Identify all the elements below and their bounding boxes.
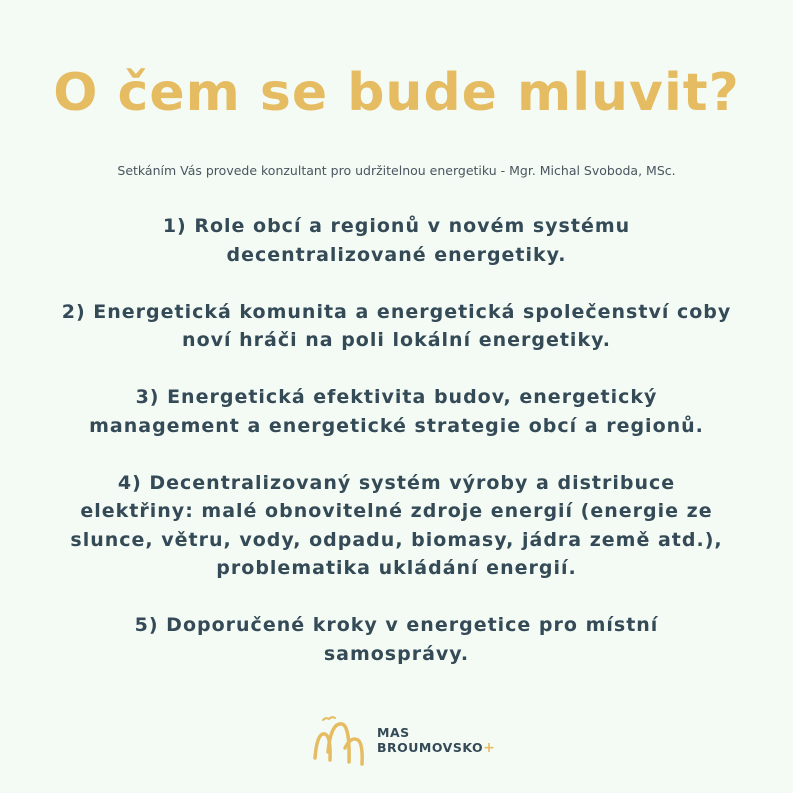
logo-text xyxy=(377,725,495,756)
topic-item-5: 5) Doporučené kroky v energetice pro místní samosprávy. xyxy=(134,614,659,665)
logo-line-broumovsko-word: BROUMOVSKO xyxy=(377,740,484,755)
logo-line-broumovsko xyxy=(377,740,495,756)
topic-item-4: 4) Decentralizovaný systém výroby a distribuce elektřiny: malé obnovitelné zdroje energií (energie ze slunce, větru, vody, odpadu, biomasy, jádra země atd.), problematika ukládání energií. xyxy=(70,471,723,579)
subtitle: Setkáním Vás provede konzultant pro udržitelnou energetiku - Mgr. Michal Svoboda, MSc. xyxy=(117,163,676,178)
logo-line-mas: MAS xyxy=(377,725,410,740)
logo-plus: + xyxy=(483,740,496,756)
topic-item-2: 2) Energetická komunita a energetická společenství coby noví hráči na poli lokální energetiky. xyxy=(61,300,732,351)
topic-item-3: 3) Energetická efektivita budov, energetický management a energetické strategie obcí a regionů. xyxy=(89,386,704,437)
mas-broumovsko-logo xyxy=(309,708,509,768)
topic-list xyxy=(60,212,733,697)
topic-item-1: 1) Role obcí a regionů v novém systému decentralizované energetiky. xyxy=(162,215,631,266)
page-title: O čem se bude mluvit? xyxy=(53,63,740,123)
mountain-bird-logo-icon xyxy=(309,708,369,768)
